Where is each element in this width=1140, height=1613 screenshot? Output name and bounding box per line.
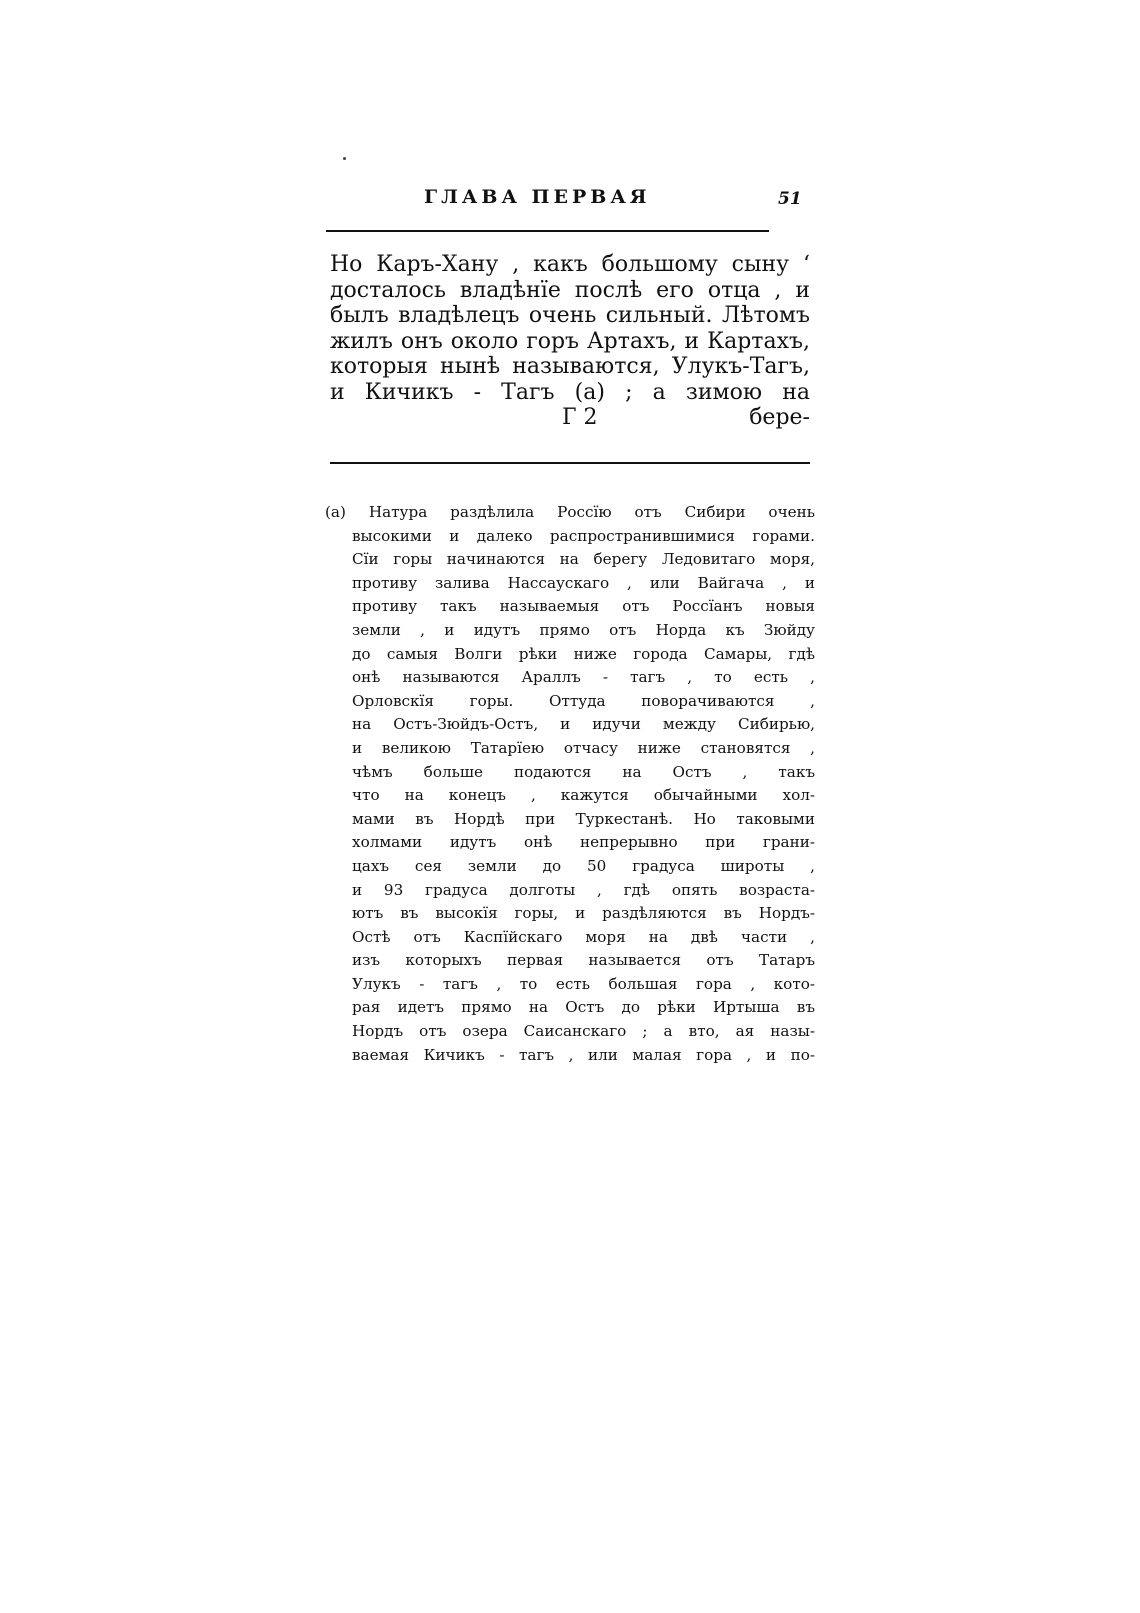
footnote-line: изъ которыхъ первая называется отъ Татаръ — [352, 951, 815, 970]
footnote-line: земли , и идутъ прямо отъ Норда къ Зюйду — [352, 620, 815, 639]
main-text-line: былъ владѣлецъ очень сильный. Лѣтомъ — [330, 303, 810, 328]
footnote-line: противу залива Нассаускаго , или Вайгача , и — [352, 573, 815, 592]
page-number: 51 — [778, 189, 802, 209]
footnote-line: Сїи горы начинаются на берегу Ледовитаго моря, — [352, 550, 815, 569]
footnote-line: Остѣ отъ Каспїйскаго моря на двѣ части , — [352, 927, 815, 946]
footnote — [325, 501, 815, 1067]
main-text-line: досталось владѣнїе послѣ его отца , и — [330, 277, 810, 303]
footnote-rule — [330, 462, 810, 464]
main-text-line: Но Каръ-Хану , какъ большому сыну ‘ — [330, 252, 810, 277]
ink-speck — [343, 157, 346, 160]
footnote-line: и 93 градуса долготы , гдѣ опять возраста- — [352, 880, 815, 899]
footnote-line: на Остъ-Зюйдъ-Остъ, и идучи между Сибирью, — [352, 715, 815, 734]
footnote-line: противу такъ называемыя отъ Россїанъ новыя — [352, 597, 815, 616]
footnote-line: холмами идутъ онѣ непрерывно при грани- — [352, 833, 815, 852]
footnote-line: чѣмъ больше подаются на Остъ , такъ — [352, 762, 815, 781]
footnote-line: Орловскїя горы. Оттуда поворачиваются , — [352, 691, 815, 710]
main-text-line: и Кичикъ - Тагъ (a) ; а зимою на — [330, 379, 810, 405]
footnote-line: Улукъ - тагъ , то есть большая гора , кото- — [352, 974, 815, 993]
footnote-line: мами въ Нордѣ при Туркестанѣ. Но таковыми — [352, 809, 815, 828]
footnote-line: Нордъ отъ озера Саисанскаго ; а вто, ая назы- — [352, 1022, 815, 1041]
catchword: бере- — [749, 405, 810, 430]
footnote-line: онѣ называются Араллъ - тагъ , то есть , — [352, 668, 815, 687]
footnote-line: до самыя Волги рѣки ниже города Самары, гдѣ — [352, 644, 815, 663]
footnote-line: рая идетъ прямо на Остъ до рѣки Иртыша въ — [352, 998, 815, 1017]
header-rule — [326, 230, 769, 232]
running-head: ГЛАВА ПЕРВАЯ — [424, 186, 651, 208]
footnote-line: цахъ сея земли до 50 градуса широты , — [352, 856, 815, 875]
footnote-line: ваемая Кичикъ - тагъ , или малая гора , и по- — [352, 1045, 815, 1064]
signature-row — [330, 405, 810, 431]
footnote-line: высокими и далеко распространившимися горами. — [352, 526, 815, 545]
footnote-line: (a) Натура раздѣлила Россїю отъ Сибири очень — [325, 503, 815, 521]
gathering-signature: Г 2 — [562, 405, 598, 430]
footnote-line: ютъ въ высокїя горы, и раздѣляются въ Нордъ- — [352, 904, 815, 923]
main-text-line: жилъ онъ около горъ Артахъ, и Картахъ, — [330, 328, 810, 354]
footnote-line: что на конецъ , кажутся обычайными хол- — [352, 786, 815, 805]
footnote-line: и великою Татарїею отчасу ниже становятся , — [352, 738, 815, 757]
main-text-line: которыя нынѣ называются, Улукъ-Тагъ, — [330, 354, 810, 379]
main-text — [330, 252, 810, 431]
